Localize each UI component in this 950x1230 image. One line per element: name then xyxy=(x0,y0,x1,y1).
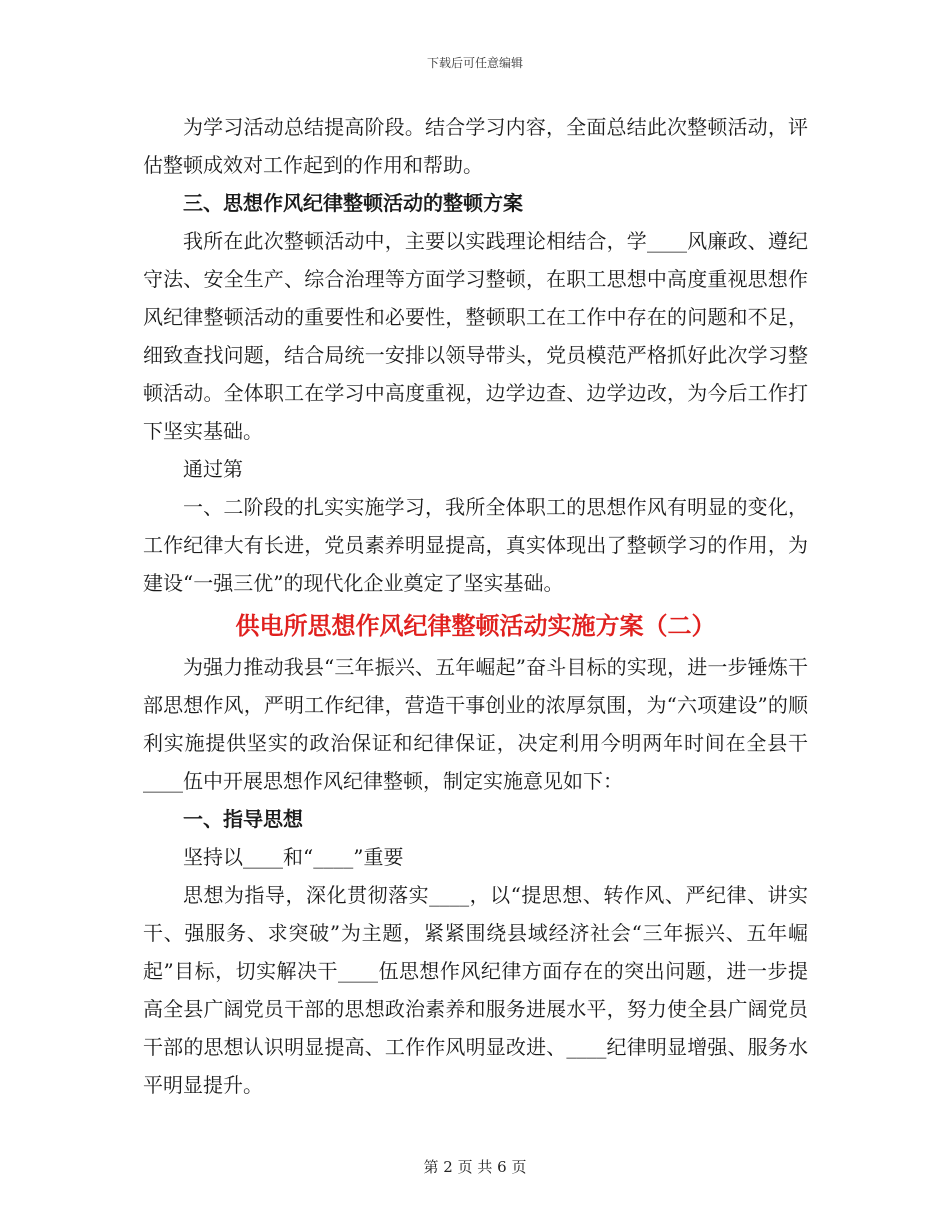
paragraph-through: 通过第 xyxy=(183,457,243,481)
document-body xyxy=(143,108,808,1104)
paragraph-rectification-plan: 我所在此次整顿活动中，主要以实践理论相结合，学____风廉政、遵纪守法、安全生产、综合治理等方面学习整顿，在职工思想中高度重视思想作风纪律整顿活动的重要性和必要性，整顿职工在工作中存在的问题和不足，细致查找问题，结合局统一安排以领导带头，党员模范严格抓好此次学习整顿活动。全体职工在学习中高度重视，边学边查、边学边改，为今后工作打下坚实基础。 xyxy=(143,229,808,443)
section-heading-1: 一、指导思想 xyxy=(183,807,303,831)
page-header: 下载后可任意编辑 xyxy=(426,56,523,70)
paragraph-summary-stage: 为学习活动总结提高阶段。结合学习内容，全面总结此次整顿活动，评估整顿成效对工作起到的作用和帮助。 xyxy=(143,115,808,177)
paragraph-results: 一、二阶段的扎实实施学习，我所全体职工的思想作风有明显的变化，工作纪律大有长进，党员素养明显提高，真实体现出了整顿学习的作用，为建设“一强三优”的现代化企业奠定了坚实基础。 xyxy=(143,495,808,595)
document-title-part-2: 供电所思想作风纪律整顿活动实施方案（二） xyxy=(235,612,716,640)
paragraph-guiding-thought: 思想为指导，深化贯彻落实____，以“提思想、转作风、严纪律、讲实干、强服务、求突破”为主题，紧紧围绕县域经济社会“三年振兴、五年崛起”目标，切实解决干____伍思想作风纪律方面存在的突出问题，进一步提高全县广阔党员干部的思想政治素养和服务进展水平，努力使全县广阔党员干部的思想认识明显提高、工作作风明显改进、____纪律明显增强、服务水平明显提升。 xyxy=(143,883,808,1097)
page-footer: 第 2 页 共 6 页 xyxy=(423,1158,527,1176)
paragraph-adhere: 坚持以____和“____”重要 xyxy=(183,845,404,869)
paragraph-intro: 为强力推动我县“三年振兴、五年崛起”奋斗目标的实现，进一步锤炼干部思想作风，严明工作纪律，营造干事创业的浓厚氛围，为“六项建设”的顺利实施提供坚实的政治保证和纪律保证，决定利用今明两年时间在全县干____伍中开展思想作风纪律整顿，制定实施意见如下： xyxy=(143,655,808,793)
section-heading-3: 三、思想作风纪律整顿活动的整顿方案 xyxy=(183,191,523,215)
